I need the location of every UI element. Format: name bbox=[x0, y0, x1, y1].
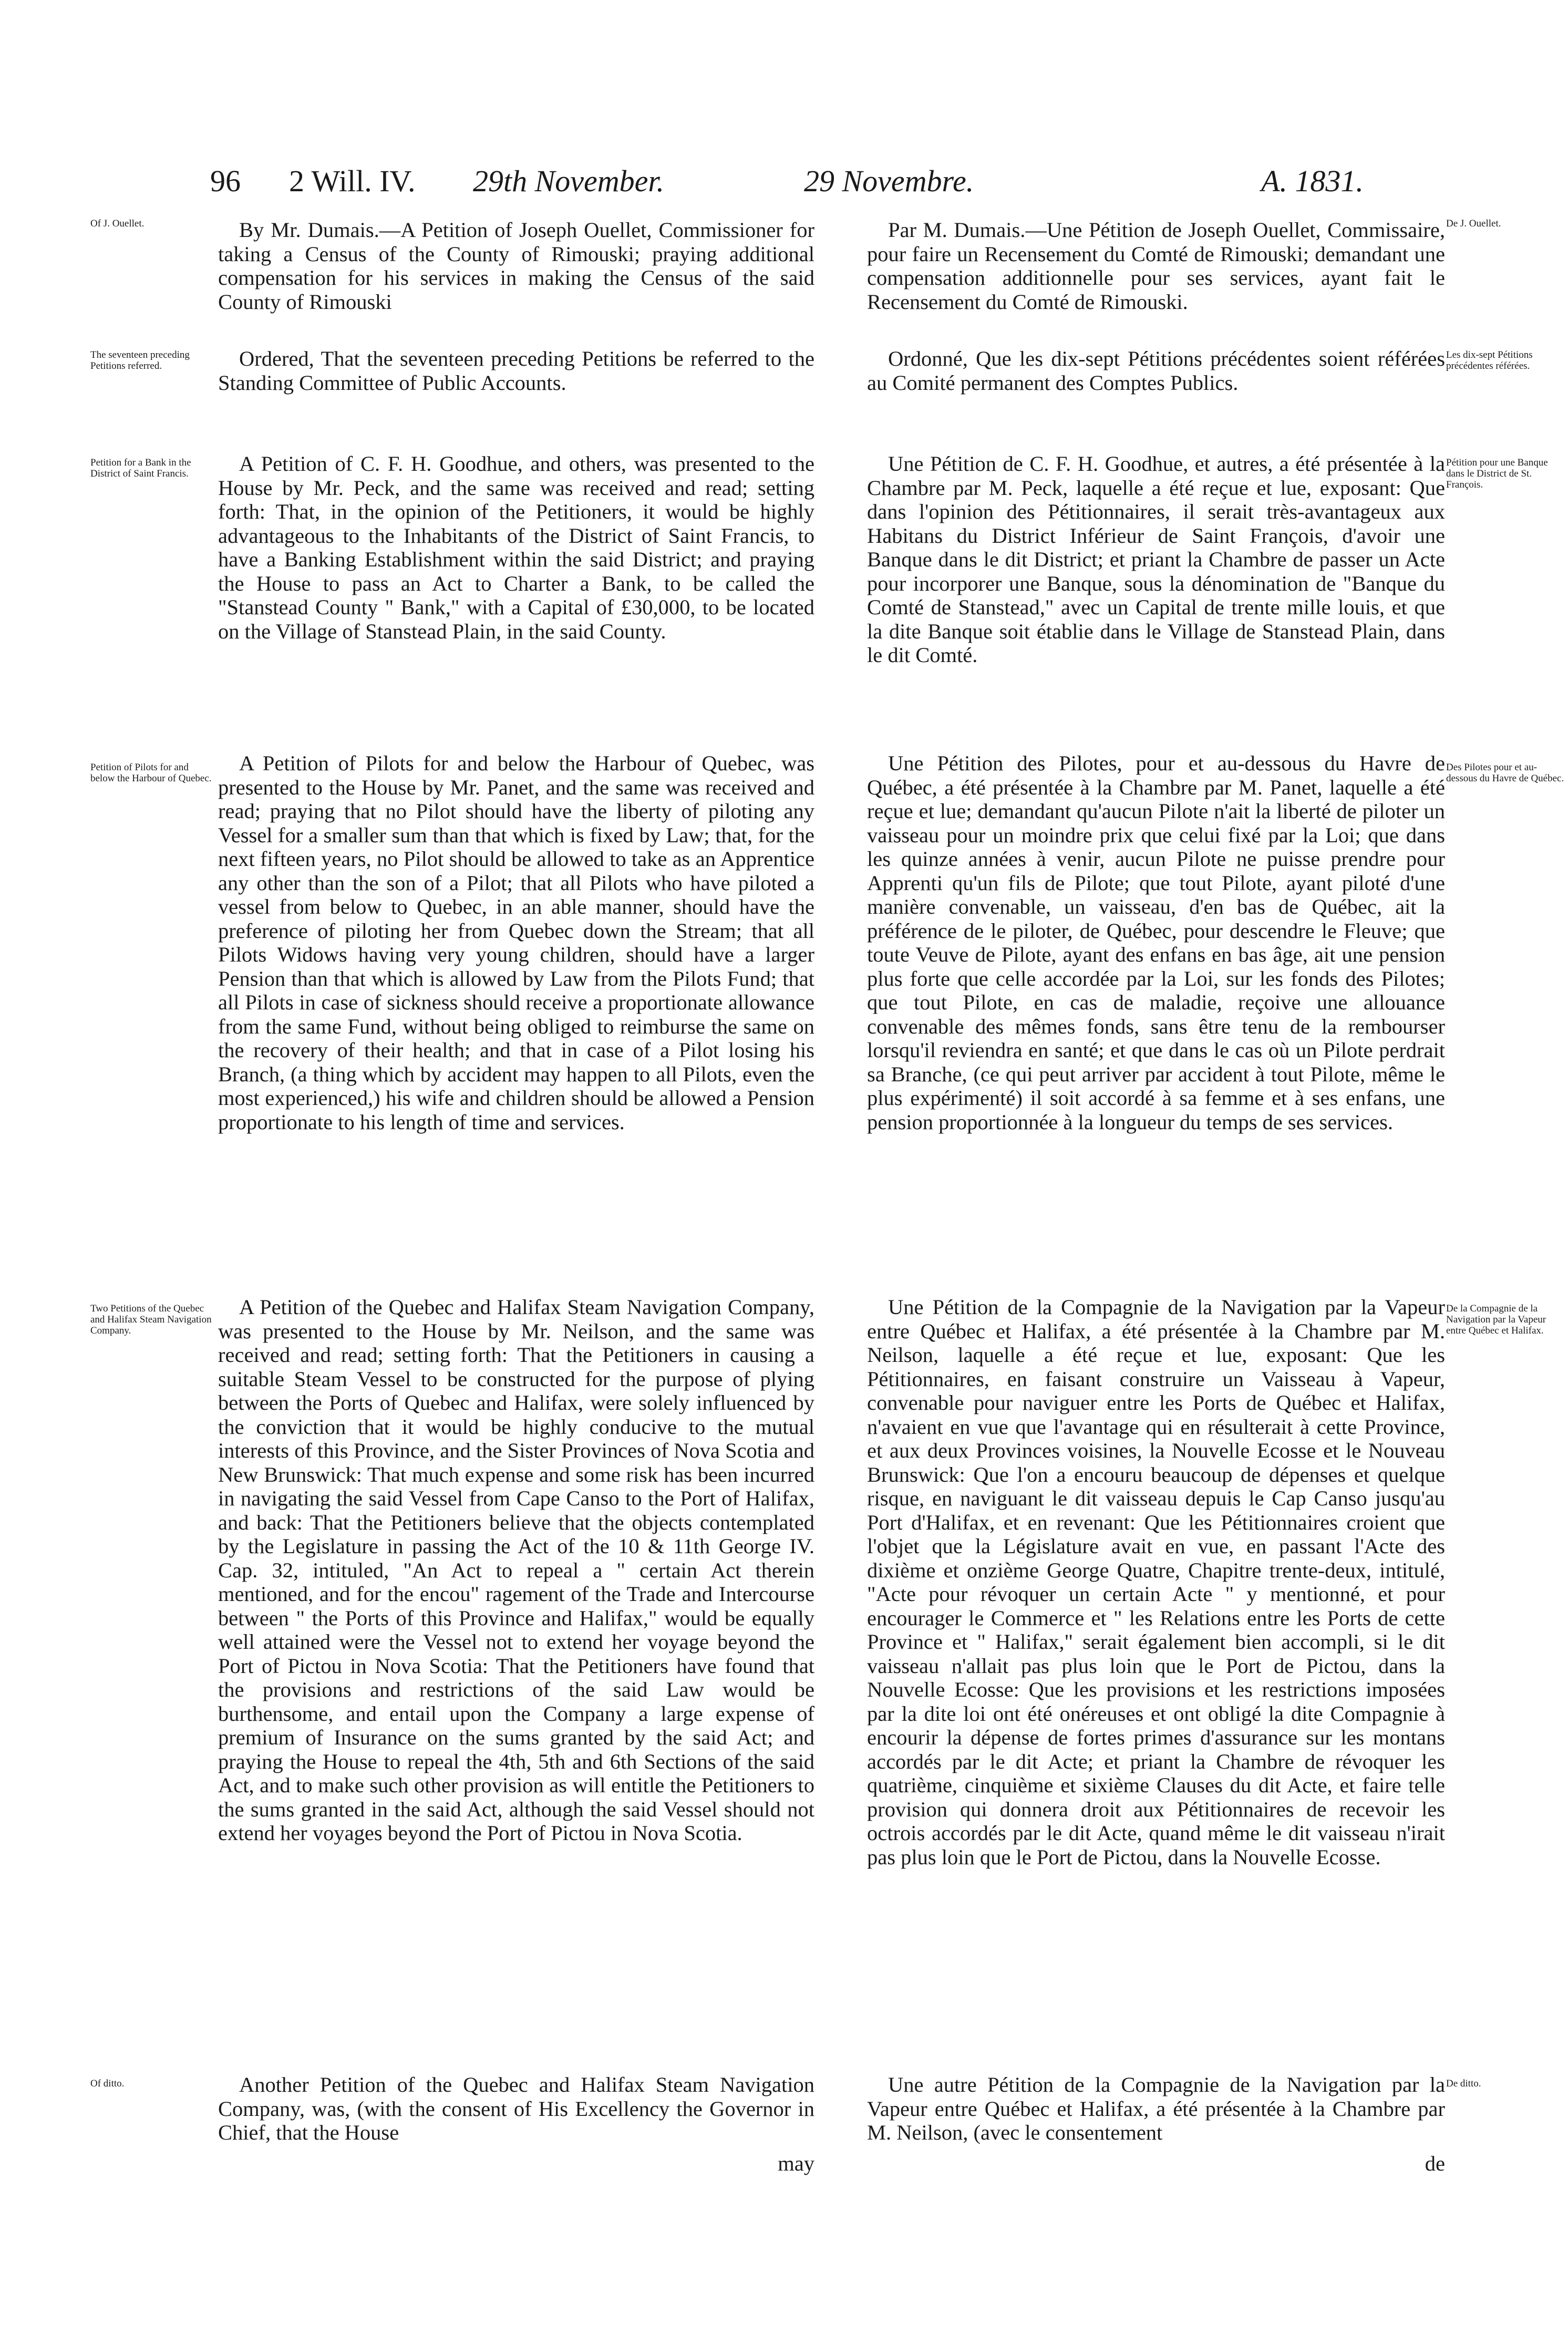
entry-ouellet-en bbox=[218, 218, 814, 314]
entry-referred-en bbox=[218, 347, 814, 395]
reign-heading: 2 Will. IV. bbox=[289, 164, 416, 198]
paragraph: Une autre Pétition de la Compagnie de la Navigation par la Vapeur entre Québec et Halifax, a été présentée à la Chambre par M. Neilson, (avec le consentement bbox=[867, 2073, 1445, 2144]
paragraph: A Petition of the Quebec and Halifax Steam Navigation Company, was presented to the House by Mr. Neilson, and the same was received and read; setting forth: That the Petitioners in causing a suitable Steam Vessel to be constructed for the purpose of plying between the Ports of Quebec and Halifax, were solely influenced by the conviction that it would be highly conducive to the mutual interests of this Province, and the Sister Provinces of Nova Scotia and New Brunswick: That much expense and some risk has been incurred in navigating the said Vessel from Cape Canso to the Port of Halifax, and back: That the Petitioners believe that the objects contemplated by the Legislature in passing the Act of the 10 & 11th George IV. Cap. 32, intituled, "An Act to repeal a " certain Act therein mentioned, and for the encou" ragement of the Trade and Intercourse between " the Ports of this Province and Halifax," would be equally well attained were the Vessel not to extend her voyage beyond the Port of Pictou in Nova Scotia: That the Petitioners have found that the provisions and restrictions of the said Law would be burthensome, and entail upon the Company a large expense of premium of Insurance on the sums granted by the said Act; and praying the House to repeal the 4th, 5th and 6th Sections of the said Act, and to make such other provision as will entitle the Petitioners to the sums granted in the said Act, although the said Vessel should not extend her voyages beyond the Port of Pictou in Nova Scotia. bbox=[218, 1295, 814, 1845]
page-number: 96 bbox=[210, 164, 241, 198]
entry-pilots-en bbox=[218, 751, 814, 1134]
margin-note-steam-navigation: Two Petitions of the Quebec and Halifax Steam Navigation Company. bbox=[90, 1303, 212, 1336]
paragraph: Ordonné, Que les dix-sept Pétitions précédentes soient référées au Comité permanent des Comptes Publics. bbox=[867, 347, 1445, 395]
margin-note-pilots-fr: Des Pilotes pour et au-dessous du Havre de Québec. bbox=[1446, 762, 1564, 784]
margin-note-ditto-fr: De ditto. bbox=[1446, 2078, 1481, 2089]
margin-note-ouellet: Of J. Ouellet. bbox=[90, 218, 145, 229]
page-header bbox=[210, 158, 1440, 205]
paragraph: Une Pétition des Pilotes, pour et au-dessous du Havre de Québec, a été présentée à la Chambre par M. Panet, laquelle a été reçue et lue; demandant qu'aucun Pilote n'ait la liberté de piloter un vaisseau pour un moindre prix que celui fixé par la Loi; que dans les quinze années à venir, aucun Pilote ne puisse prendre pour Apprenti qu'un fils de Pilote; que tout Pilote, ayant piloté d'une manière convenable, un vaisseau, d'en bas de Québec, ait la préférence de le piloter, de Québec, pour descendre le Fleuve; que toute Veuve de Pilote, ayant des enfans en bas âge, ait une pension plus forte que celle accordée par la Loi, sur les fonds des Pilotes; que tout Pilote, en cas de maladie, reçoive une allouance convenable des mêmes fonds, sans être tenu de la rembourser lorsqu'il reviendra en santé; et que dans le cas où un Pilote perdrait sa Branche, (ce qui peut arriver par accident à tout Pilote, même le plus expérimenté) il soit accordé à sa femme et à ses enfans, une pension proportionnée à la longueur du temps de ses services. bbox=[867, 751, 1445, 1134]
entry-steam-navigation-fr bbox=[867, 1295, 1445, 1869]
entry-bank-fr bbox=[867, 452, 1445, 667]
paragraph: Ordered, That the seventeen preceding Petitions be referred to the Standing Committee of Public Accounts. bbox=[218, 347, 814, 395]
entry-referred-fr bbox=[867, 347, 1445, 395]
margin-note-ditto: Of ditto. bbox=[90, 2078, 125, 2089]
entry-ditto-en bbox=[218, 2073, 814, 2145]
catchword-french: de bbox=[1425, 2152, 1445, 2175]
paragraph: By Mr. Dumais.—A Petition of Joseph Ouellet, Commissioner for taking a Census of the County of Rimouski; praying additional compensation for his services in making the Census of the said County of Rimouski bbox=[218, 218, 814, 314]
margin-note-steam-navigation-fr: De la Compagnie de la Navigation par la Vapeur entre Québec et Halifax. bbox=[1446, 1303, 1546, 1336]
paragraph: Une Pétition de C. F. H. Goodhue, et autres, a été présentée à la Chambre par M. Peck, laquelle a été reçue et lue, exposant: Que dans l'opinion des Pétitionnaires, il serait très-avantageux aux Habitans du District Inférieur de Saint François, d'avoir une Banque dans le dit District; et priant la Chambre de passer un Acte pour incorporer une Banque, sous la dénomination de "Banque du Comté de Stanstead," avec un Capital de trente mille louis, et que la dite Banque soit établie dans le Village de Stanstead Plain, dans le dit Comté. bbox=[867, 452, 1445, 667]
date-french: 29 Novembre. bbox=[804, 164, 974, 198]
margin-note-referred-fr: Les dix-sept Pétitions précédentes référées. bbox=[1446, 349, 1533, 371]
year-heading: A. 1831. bbox=[1261, 164, 1364, 198]
entry-ouellet-fr bbox=[867, 218, 1445, 314]
paragraph: Une Pétition de la Compagnie de la Navigation par la Vapeur entre Québec et Halifax, a été présentée à la Chambre par M. Neilson, laquelle a été reçue et lue, exposant: Que les Pétitionnaires, en faisant construire un Vaisseau à Vapeur, convenable pour naviguer entre les Ports de Québec et Halifax, n'avaient en vue que l'avantage qui en résulterait à cette Province, et aux deux Provinces voisines, la Nouvelle Ecosse et le Nouveau Brunswick: Que l'on a encouru beaucoup de dépenses et quelque risque, en naviguant le dit vaisseau depuis le Cap Canso jusqu'au Port d'Halifax, et en revenant: Que les Pétitionnaires croient que l'objet que la Législature avait en vue, en passant l'Acte des dixième et onzième George Quatre, Chapitre trente-deux, intitulé, "Acte pour révoquer un certain Acte " y mentionné, et pour encourager le Commerce et " les Relations entre les Ports de cette Province et " Halifax," serait également bien accompli, si le dit vaisseau n'allait pas plus loin que le Port de Pictou, dans la Nouvelle Ecosse: Que les provisions et les restrictions imposées par la dite loi ont été onéreuses et ont obligé la dite Compagnie à encourir la dépense de fortes primes d'assurance sur les montans accordés par le dit Acte; et priant la Chambre de révoquer les quatrième, cinquième et sixième Clauses du dit Acte, et faire telle provision qui donnera droit aux Pétitionnaires de recevoir les octrois accordés par le dit Acte, quand même le dit vaisseau n'irait pas plus loin que le Port de Pictou, dans la Nouvelle Ecosse. bbox=[867, 1295, 1445, 1869]
entry-steam-navigation-en bbox=[218, 1295, 814, 1845]
entry-bank-en bbox=[218, 452, 814, 643]
margin-note-ouellet-fr: De J. Ouellet. bbox=[1446, 218, 1501, 229]
margin-note-pilots: Petition of Pilots for and below the Harbour of Quebec. bbox=[90, 762, 212, 784]
paragraph: Par M. Dumais.—Une Pétition de Joseph Ouellet, Commissaire, pour faire un Recensement du Comté de Rimouski; demandant une compensation additionnelle pour ses services, ayant fait le Recensement du Comté de Rimouski. bbox=[867, 218, 1445, 314]
entry-pilots-fr bbox=[867, 751, 1445, 1134]
margin-note-referred: The seventeen preceding Petitions referred. bbox=[90, 349, 190, 371]
entry-ditto-fr bbox=[867, 2073, 1445, 2145]
paragraph: Another Petition of the Quebec and Halifax Steam Navigation Company, was, (with the consent of His Excellency the Governor in Chief, that the House bbox=[218, 2073, 814, 2144]
paragraph: A Petition of C. F. H. Goodhue, and others, was presented to the House by Mr. Peck, and the same was received and read; setting forth: That, in the opinion of the Petitioners, it would be highly advantageous to the Inhabitants of the District of Saint Francis, to have a Banking Establishment within the said District; and praying the House to pass an Act to Charter a Bank, to be called the "Stanstead County " Bank," with a Capital of £30,000, to be located on the Village of Stanstead Plain, in the said County. bbox=[218, 452, 814, 643]
paragraph: A Petition of Pilots for and below the Harbour of Quebec, was presented to the House by Mr. Panet, and the same was received and read; praying that no Pilot should have the liberty of piloting any Vessel for a smaller sum than that which is fixed by Law; that, for the next fifteen years, no Pilot should be allowed to take as an Apprentice any other than the son of a Pilot; that all Pilots who have piloted a vessel from below to Quebec, in an able manner, should have the preference of piloting her from Quebec down the Stream; that all Pilots Widows having very young children, should have a larger Pension than that which is allowed by Law from the Pilots Fund; that all Pilots in case of sickness should receive a proportionate allowance from the same Fund, without being obliged to reimburse the same on the recovery of their health; and that in case of a Pilot losing his Branch, (a thing which by accident may happen to all Pilots, even the most experienced,) his wife and children should be allowed a Pension proportionate to his length of time and services. bbox=[218, 751, 814, 1134]
margin-note-bank: Petition for a Bank in the District of Saint Francis. bbox=[90, 457, 191, 479]
date-english: 29th November. bbox=[473, 164, 665, 198]
catchword-english: may bbox=[778, 2152, 814, 2175]
margin-note-bank-fr: Pétition pour une Banque dans le District de St. François. bbox=[1446, 457, 1548, 490]
